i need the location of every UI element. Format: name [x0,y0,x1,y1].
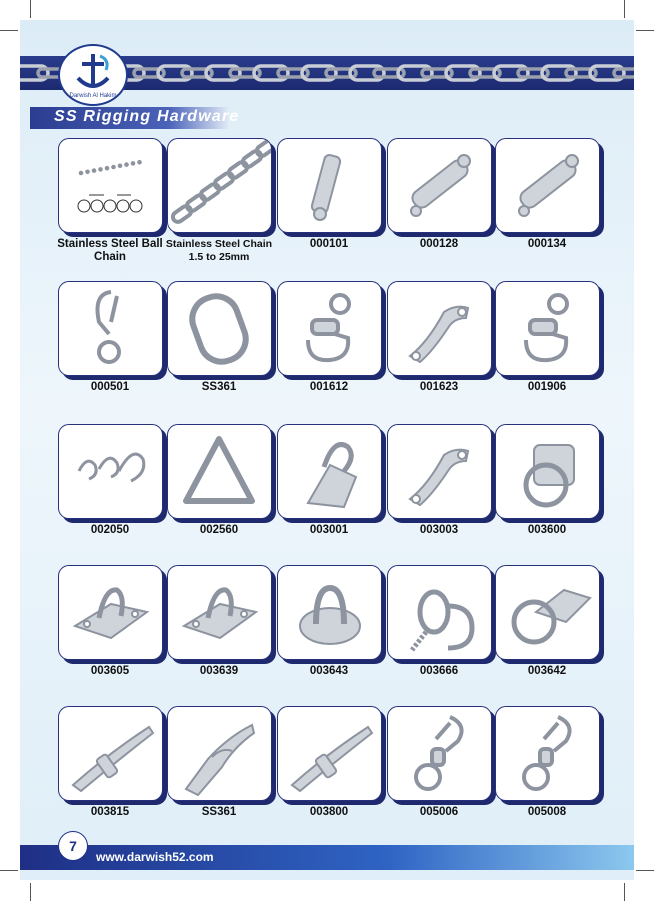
diamond-ring-icon [496,566,599,659]
product-card[interactable] [167,424,272,519]
crop-mark [624,0,625,18]
swivel-snap-icon [496,707,599,800]
product-card[interactable] [495,138,600,233]
product-card[interactable] [277,706,382,801]
product-card[interactable] [387,565,492,660]
product-code: 003642 [527,665,567,677]
eye-strap-icon [388,425,491,518]
anchor-swivel-icon [496,139,599,232]
diamond-pad-eye-icon [59,566,162,659]
product-code: 000134 [527,238,567,250]
product-code: SS361 [201,806,237,818]
product-code: 003639 [199,665,239,677]
chain-link-icon [168,282,271,375]
company-logo [58,44,128,106]
snap-shackle-icon [278,282,381,375]
crop-mark [30,883,31,901]
product-code: 001623 [419,381,459,393]
product-code: 003600 [527,524,567,536]
product-card[interactable] [167,565,272,660]
cleat-icon [278,707,381,800]
product-card[interactable] [58,706,163,801]
product-card[interactable] [58,424,163,519]
ball-chain-icon [59,139,162,232]
product-card[interactable] [387,424,492,519]
product-card[interactable] [167,706,272,801]
ring-plate-icon [496,425,599,518]
product-card[interactable] [277,424,382,519]
swivel-snap-icon [388,707,491,800]
product-code: Stainless Steel Chain 1.5 to 25mm [165,238,273,263]
pin-icon [278,139,381,232]
product-code: 003643 [309,665,349,677]
svg-text:Darwish Al Hakim: Darwish Al Hakim [69,93,117,99]
product-code: 003003 [419,524,459,536]
product-card[interactable] [277,565,382,660]
product-code: 001612 [309,381,349,393]
product-card[interactable] [387,281,492,376]
product-code: 003605 [90,665,130,677]
product-code: 000501 [90,381,130,393]
product-code: 005008 [527,806,567,818]
product-code: Stainless Steel Ball Chain [57,238,163,263]
round-pad-eye-icon [278,566,381,659]
product-card[interactable] [495,424,600,519]
page-number: 7 [58,831,88,861]
fairlead-icon [168,707,271,800]
product-card[interactable] [277,138,382,233]
product-code: 002050 [90,524,130,536]
snap-hook-icon [59,282,162,375]
anchor-swivel-icon [388,139,491,232]
product-code: SS361 [201,381,237,393]
product-code: 003001 [309,524,349,536]
product-card[interactable] [58,138,163,233]
spring-hooks-icon [59,425,162,518]
product-card[interactable] [167,138,272,233]
product-code: 001906 [527,381,567,393]
crop-mark [636,870,654,871]
product-code: 003815 [90,806,130,818]
product-code: 002560 [199,524,239,536]
product-card[interactable] [387,138,492,233]
product-card[interactable] [58,281,163,376]
product-card[interactable] [277,281,382,376]
snap-shackle-icon [496,282,599,375]
product-code: 005006 [419,806,459,818]
website-link[interactable]: www.darwish52.com [96,850,214,864]
product-code: 000128 [419,238,459,250]
product-card[interactable] [495,706,600,801]
crop-mark [624,883,625,901]
crop-mark [0,30,18,31]
product-code: 003666 [419,665,459,677]
eye-strap-icon [388,282,491,375]
chain-icon [168,139,271,232]
crop-mark [636,30,654,31]
product-card[interactable] [167,281,272,376]
product-card[interactable] [58,565,163,660]
product-code: 003800 [309,806,349,818]
u-bolt-icon [388,566,491,659]
product-card[interactable] [387,706,492,801]
cleat-icon [59,707,162,800]
crop-mark [30,0,31,18]
diamond-pad-eye-icon [168,566,271,659]
pad-eye-icon [278,425,381,518]
crop-mark [0,870,18,871]
anchor-dolphin-logo-icon [60,46,126,104]
section-title: SS Rigging Hardware [54,108,240,125]
product-card[interactable] [495,281,600,376]
product-card[interactable] [495,565,600,660]
product-code: 000101 [309,238,349,250]
triangle-ring-icon [168,425,271,518]
